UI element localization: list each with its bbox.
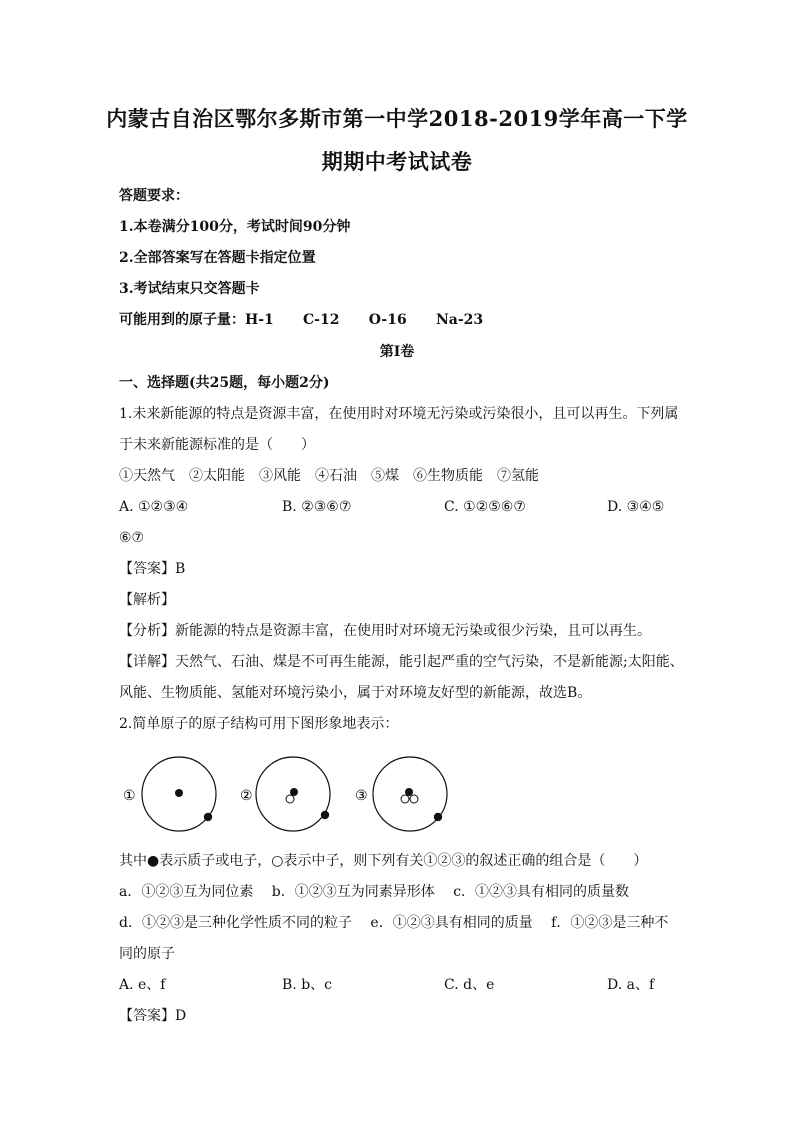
atom-1-proton [175,789,183,797]
atom-1-electron [204,813,212,821]
q2-statements-def: d．①②③是三种化学性质不同的粒子 e．①②③具有相同的质量 f．①②③是三种不 [119,915,669,931]
q1-answer: 【答案】B [119,561,186,577]
atom-diagram-1 [123,757,216,831]
q1-option-d-wrap: ⑥⑦ [119,530,145,546]
requirement-item-2: 2.全部答案写在答题卡指定位置 [119,250,316,266]
atomic-masses: 可能用到的原子量：H-1 C-12 O-16 Na-23 [119,312,484,328]
volume-heading: 第Ⅰ卷 [379,344,415,360]
page-title-line2: 期期中考试试卷 [321,149,473,174]
q2-description: 其中●表示质子或电子，○表示中子，则下列有关①②③的叙述正确的组合是（ ） [119,853,648,869]
q1-option-c: C. ①②⑤⑥⑦ [444,499,526,515]
atom-2-neutron [286,795,294,803]
q1-option-a: A. ①②③④ [119,499,189,515]
q2-stem: 2.简单原子的原子结构可用下图形象地表示： [119,716,399,732]
q1-detail-line1: 【详解】天然气、石油、煤是不可再生能源，能引起严重的空气污染，不是新能源;太阳能、 [119,654,684,670]
q1-stem-line1: 1.未来新能源的特点是资源丰富，在使用时对环境无污染或污染很小，且可以再生。下列属 [119,406,679,422]
q1-fenxi: 【分析】新能源的特点是资源丰富，在使用时对环境无污染或很少污染，且可以再生。 [119,623,651,639]
requirement-item-3: 3.考试结束只交答题卡 [119,281,260,297]
q1-analysis: 【解析】 [119,592,175,608]
atom-2-electron [321,811,329,819]
atom-3-neutron-left [401,795,409,803]
atom-label-3: ③ [355,788,368,804]
atom-label-2: ② [240,788,253,804]
atom-3-electron [434,813,442,821]
q2-option-b: B. b、c [282,977,332,993]
atom-diagram-3 [355,757,447,831]
q2-option-a: A. e、f [119,977,166,993]
q1-stem-line2: 于未来新能源标准的是（ ） [119,437,315,453]
atom-3-neutron-right [410,795,418,803]
requirement-item-1: 1.本卷满分100分，考试时间90分钟 [119,219,351,235]
page-title-line1: 内蒙古自治区鄂尔多斯市第一中学2018-2019学年高一下学 [106,106,688,131]
atom-3-proton [405,788,413,796]
atom-diagram-2 [240,757,330,831]
q1-option-b: B. ②③⑥⑦ [282,499,352,515]
q2-option-c: C. d、e [444,977,495,993]
q2-statements-wrap: 同的原子 [119,946,175,962]
atom-structure-figure [119,748,459,838]
q2-statements-abc: a．①②③互为同位素 b．①②③互为同素异形体 c．①②③具有相同的质量数 [119,884,630,900]
requirements-heading: 答题要求： [119,188,189,204]
section-heading: 一、选择题(共25题，每小题2分) [119,375,330,391]
q1-option-d: D. ③④⑤ [607,499,665,515]
q2-option-d: D. a、f [607,977,655,993]
q2-answer: 【答案】D [119,1008,187,1024]
atom-label-1: ① [123,788,136,804]
q1-energy-list: ①天然气 ②太阳能 ③风能 ④石油 ⑤煤 ⑥生物质能 ⑦氢能 [119,468,539,484]
atom-2-proton [290,788,298,796]
q1-detail-line2: 风能、生物质能、氢能对环境污染小，属于对环境友好型的新能源，故选B。 [119,685,592,701]
